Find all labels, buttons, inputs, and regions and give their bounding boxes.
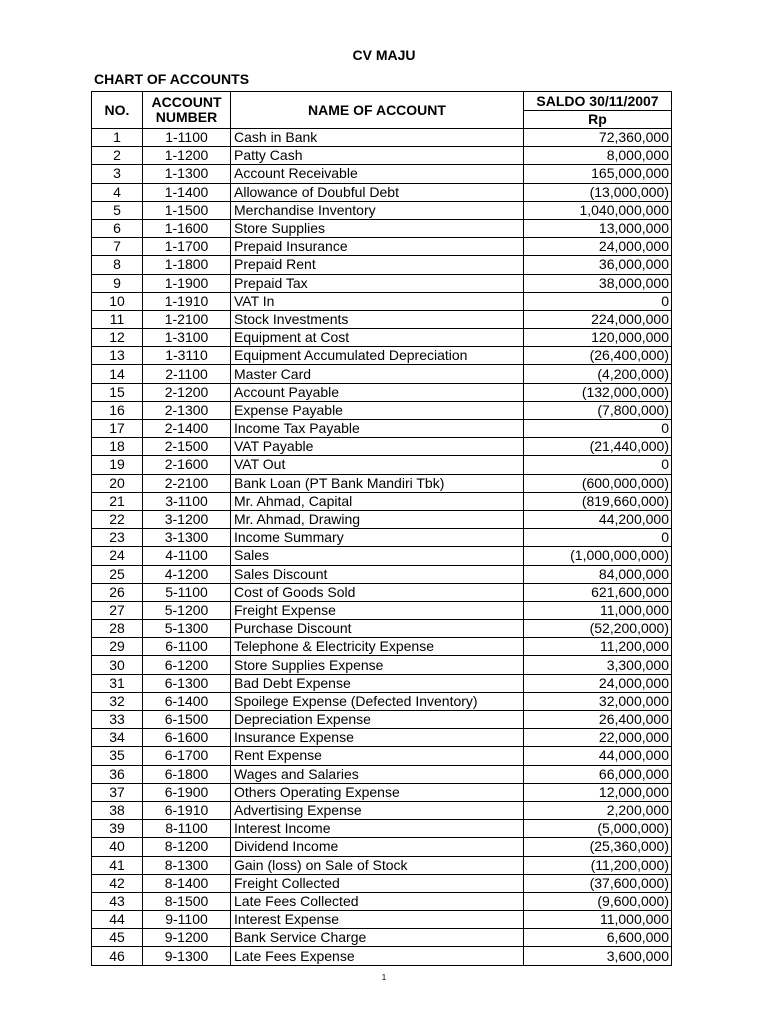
cell-account-number: 8-1400 xyxy=(143,874,231,892)
cell-account-name: VAT Out xyxy=(231,456,524,474)
cell-account-number: 2-1200 xyxy=(143,383,231,401)
cell-balance: 3,600,000 xyxy=(524,947,672,965)
cell-balance: 11,200,000 xyxy=(524,638,672,656)
cell-account-number: 1-1500 xyxy=(143,201,231,219)
table-row xyxy=(92,929,672,947)
cell-balance: (132,000,000) xyxy=(524,383,672,401)
cell-no: 23 xyxy=(92,529,143,547)
table-row xyxy=(92,129,672,147)
company-name: CV MAJU xyxy=(352,47,416,63)
cell-account-number: 8-1100 xyxy=(143,820,231,838)
cell-balance: (26,400,000) xyxy=(524,347,672,365)
table-row xyxy=(92,947,672,965)
cell-no: 37 xyxy=(92,783,143,801)
table-row xyxy=(92,219,672,237)
table-row xyxy=(92,656,672,674)
cell-balance: (25,360,000) xyxy=(524,838,672,856)
cell-account-name: Advertising Expense xyxy=(231,801,524,819)
cell-account-number: 1-1700 xyxy=(143,238,231,256)
cell-account-name: Sales xyxy=(231,547,524,565)
cell-account-number: 1-3100 xyxy=(143,329,231,347)
cell-account-number: 6-1400 xyxy=(143,692,231,710)
cell-account-number: 1-1600 xyxy=(143,219,231,237)
cell-no: 24 xyxy=(92,547,143,565)
cell-no: 33 xyxy=(92,711,143,729)
cell-account-number: 6-1900 xyxy=(143,783,231,801)
cell-balance: 32,000,000 xyxy=(524,692,672,710)
cell-account-name: VAT Payable xyxy=(231,438,524,456)
cell-balance: 8,000,000 xyxy=(524,147,672,165)
header-currency: Rp xyxy=(524,111,672,129)
cell-no: 30 xyxy=(92,656,143,674)
cell-account-name: Store Supplies Expense xyxy=(231,656,524,674)
cell-account-number: 9-1100 xyxy=(143,911,231,929)
cell-balance: 13,000,000 xyxy=(524,219,672,237)
cell-account-number: 1-1900 xyxy=(143,274,231,292)
table-row xyxy=(92,492,672,510)
cell-no: 5 xyxy=(92,201,143,219)
cell-no: 20 xyxy=(92,474,143,492)
table-row xyxy=(92,674,672,692)
cell-account-name: Equipment at Cost xyxy=(231,329,524,347)
table-row xyxy=(92,856,672,874)
cell-no: 21 xyxy=(92,492,143,510)
cell-balance: 84,000,000 xyxy=(524,565,672,583)
cell-account-number: 9-1300 xyxy=(143,947,231,965)
cell-account-name: Late Fees Collected xyxy=(231,892,524,910)
cell-balance: 165,000,000 xyxy=(524,165,672,183)
cell-account-name: Prepaid Rent xyxy=(231,256,524,274)
cell-no: 1 xyxy=(92,129,143,147)
cell-balance: 44,200,000 xyxy=(524,510,672,528)
cell-account-name: Late Fees Expense xyxy=(231,947,524,965)
cell-balance: 11,000,000 xyxy=(524,911,672,929)
cell-account-number: 8-1200 xyxy=(143,838,231,856)
cell-no: 35 xyxy=(92,747,143,765)
cell-no: 41 xyxy=(92,856,143,874)
cell-no: 40 xyxy=(92,838,143,856)
table-row xyxy=(92,401,672,419)
cell-account-name: Patty Cash xyxy=(231,147,524,165)
cell-balance: (819,660,000) xyxy=(524,492,672,510)
chart-of-accounts-table xyxy=(91,91,672,966)
cell-account-number: 4-1200 xyxy=(143,565,231,583)
cell-balance: (1,000,000,000) xyxy=(524,547,672,565)
cell-account-number: 2-1100 xyxy=(143,365,231,383)
cell-account-name: Interest Expense xyxy=(231,911,524,929)
cell-balance: 36,000,000 xyxy=(524,256,672,274)
cell-account-number: 3-1100 xyxy=(143,492,231,510)
cell-account-number: 6-1300 xyxy=(143,674,231,692)
cell-balance: (11,200,000) xyxy=(524,856,672,874)
cell-balance: 1,040,000,000 xyxy=(524,201,672,219)
cell-balance: 621,600,000 xyxy=(524,583,672,601)
table-row xyxy=(92,747,672,765)
cell-balance: 24,000,000 xyxy=(524,238,672,256)
cell-no: 6 xyxy=(92,219,143,237)
table-row xyxy=(92,583,672,601)
cell-balance: 6,600,000 xyxy=(524,929,672,947)
cell-account-name: Account Payable xyxy=(231,383,524,401)
cell-account-number: 8-1500 xyxy=(143,892,231,910)
cell-balance: (37,600,000) xyxy=(524,874,672,892)
table-row xyxy=(92,692,672,710)
cell-account-number: 6-1200 xyxy=(143,656,231,674)
cell-account-number: 5-1100 xyxy=(143,583,231,601)
cell-no: 3 xyxy=(92,165,143,183)
cell-account-number: 2-1600 xyxy=(143,456,231,474)
header-no: NO. xyxy=(92,92,143,129)
cell-no: 22 xyxy=(92,510,143,528)
table-row xyxy=(92,601,672,619)
table-row xyxy=(92,638,672,656)
table-row xyxy=(92,565,672,583)
header-account-number xyxy=(143,92,231,129)
table-row xyxy=(92,438,672,456)
cell-no: 12 xyxy=(92,329,143,347)
cell-account-number: 2-1400 xyxy=(143,420,231,438)
cell-balance: 44,000,000 xyxy=(524,747,672,765)
cell-account-number: 6-1100 xyxy=(143,638,231,656)
cell-account-number: 1-1400 xyxy=(143,183,231,201)
cell-balance: (9,600,000) xyxy=(524,892,672,910)
header-account-number-line1: ACCOUNT xyxy=(151,94,222,110)
cell-account-name: Sales Discount xyxy=(231,565,524,583)
cell-account-name: Freight Expense xyxy=(231,601,524,619)
cell-no: 2 xyxy=(92,147,143,165)
cell-no: 25 xyxy=(92,565,143,583)
table-row xyxy=(92,820,672,838)
cell-balance: (21,440,000) xyxy=(524,438,672,456)
table-row xyxy=(92,547,672,565)
cell-no: 4 xyxy=(92,183,143,201)
table-body xyxy=(92,129,672,966)
cell-account-number: 6-1700 xyxy=(143,747,231,765)
cell-account-number: 1-1100 xyxy=(143,129,231,147)
document-title: CHART OF ACCOUNTS xyxy=(94,71,250,87)
cell-no: 29 xyxy=(92,638,143,656)
cell-no: 19 xyxy=(92,456,143,474)
cell-account-name: Cost of Goods Sold xyxy=(231,583,524,601)
cell-no: 18 xyxy=(92,438,143,456)
cell-no: 26 xyxy=(92,583,143,601)
cell-account-name: Account Receivable xyxy=(231,165,524,183)
cell-account-name: Income Tax Payable xyxy=(231,420,524,438)
cell-account-name: Expense Payable xyxy=(231,401,524,419)
cell-no: 34 xyxy=(92,729,143,747)
cell-account-number: 2-2100 xyxy=(143,474,231,492)
cell-balance: (5,000,000) xyxy=(524,820,672,838)
cell-no: 31 xyxy=(92,674,143,692)
cell-account-name: Freight Collected xyxy=(231,874,524,892)
header-account-name: NAME OF ACCOUNT xyxy=(231,92,524,129)
cell-balance: 66,000,000 xyxy=(524,765,672,783)
cell-no: 9 xyxy=(92,274,143,292)
cell-balance: 0 xyxy=(524,420,672,438)
table-row xyxy=(92,274,672,292)
cell-account-number: 5-1200 xyxy=(143,601,231,619)
cell-account-number: 8-1300 xyxy=(143,856,231,874)
table-row xyxy=(92,292,672,310)
cell-account-name: Interest Income xyxy=(231,820,524,838)
cell-account-number: 4-1100 xyxy=(143,547,231,565)
table-row xyxy=(92,474,672,492)
cell-no: 16 xyxy=(92,401,143,419)
cell-account-number: 6-1600 xyxy=(143,729,231,747)
cell-balance: (7,800,000) xyxy=(524,401,672,419)
cell-no: 15 xyxy=(92,383,143,401)
cell-balance: 26,400,000 xyxy=(524,711,672,729)
cell-balance: 3,300,000 xyxy=(524,656,672,674)
cell-balance: 38,000,000 xyxy=(524,274,672,292)
table-header xyxy=(92,92,672,129)
cell-account-name: Income Summary xyxy=(231,529,524,547)
cell-account-name: Rent Expense xyxy=(231,747,524,765)
cell-no: 13 xyxy=(92,347,143,365)
table-row xyxy=(92,801,672,819)
table-row xyxy=(92,765,672,783)
cell-account-name: Others Operating Expense xyxy=(231,783,524,801)
cell-balance: (4,200,000) xyxy=(524,365,672,383)
cell-no: 46 xyxy=(92,947,143,965)
cell-no: 38 xyxy=(92,801,143,819)
cell-account-number: 3-1200 xyxy=(143,510,231,528)
cell-account-name: Store Supplies xyxy=(231,219,524,237)
cell-no: 42 xyxy=(92,874,143,892)
cell-account-name: Mr. Ahmad, Drawing xyxy=(231,510,524,528)
cell-no: 36 xyxy=(92,765,143,783)
cell-no: 32 xyxy=(92,692,143,710)
cell-account-number: 1-1200 xyxy=(143,147,231,165)
table-row xyxy=(92,365,672,383)
header-account-number-line2: NUMBER xyxy=(155,109,218,125)
table-row xyxy=(92,529,672,547)
table-row xyxy=(92,729,672,747)
table-row xyxy=(92,329,672,347)
table-row xyxy=(92,201,672,219)
cell-balance: 120,000,000 xyxy=(524,329,672,347)
cell-account-name: Depreciation Expense xyxy=(231,711,524,729)
cell-no: 45 xyxy=(92,929,143,947)
cell-balance: (600,000,000) xyxy=(524,474,672,492)
cell-account-name: Spoilege Expense (Defected Inventory) xyxy=(231,692,524,710)
table-row xyxy=(92,620,672,638)
table-row xyxy=(92,165,672,183)
cell-balance: (52,200,000) xyxy=(524,620,672,638)
cell-no: 39 xyxy=(92,820,143,838)
cell-account-name: Gain (loss) on Sale of Stock xyxy=(231,856,524,874)
cell-account-number: 2-1500 xyxy=(143,438,231,456)
cell-account-number: 6-1910 xyxy=(143,801,231,819)
table-row xyxy=(92,147,672,165)
cell-balance: 224,000,000 xyxy=(524,310,672,328)
cell-balance: 2,200,000 xyxy=(524,801,672,819)
table-row xyxy=(92,383,672,401)
cell-balance: 0 xyxy=(524,292,672,310)
cell-no: 11 xyxy=(92,310,143,328)
cell-account-name: Bad Debt Expense xyxy=(231,674,524,692)
table-row xyxy=(92,347,672,365)
cell-account-number: 6-1800 xyxy=(143,765,231,783)
cell-account-name: Telephone & Electricity Expense xyxy=(231,638,524,656)
cell-account-name: Master Card xyxy=(231,365,524,383)
cell-account-name: Merchandise Inventory xyxy=(231,201,524,219)
cell-account-name: Cash in Bank xyxy=(231,129,524,147)
table-row xyxy=(92,874,672,892)
cell-account-name: Wages and Salaries xyxy=(231,765,524,783)
table-row xyxy=(92,420,672,438)
cell-no: 14 xyxy=(92,365,143,383)
header-balance: SALDO 30/11/2007 xyxy=(524,92,672,111)
cell-account-number: 1-2100 xyxy=(143,310,231,328)
cell-account-name: Bank Loan (PT Bank Mandiri Tbk) xyxy=(231,474,524,492)
cell-account-name: Allowance of Doubful Debt xyxy=(231,183,524,201)
cell-account-number: 2-1300 xyxy=(143,401,231,419)
cell-account-name: Purchase Discount xyxy=(231,620,524,638)
table-row xyxy=(92,711,672,729)
cell-no: 28 xyxy=(92,620,143,638)
cell-account-name: Prepaid Insurance xyxy=(231,238,524,256)
cell-balance: 0 xyxy=(524,456,672,474)
cell-balance: (13,000,000) xyxy=(524,183,672,201)
cell-no: 8 xyxy=(92,256,143,274)
table-row xyxy=(92,183,672,201)
table-row xyxy=(92,256,672,274)
cell-balance: 24,000,000 xyxy=(524,674,672,692)
cell-account-name: Insurance Expense xyxy=(231,729,524,747)
table-row xyxy=(92,456,672,474)
cell-balance: 72,360,000 xyxy=(524,129,672,147)
cell-no: 17 xyxy=(92,420,143,438)
cell-no: 44 xyxy=(92,911,143,929)
cell-account-number: 6-1500 xyxy=(143,711,231,729)
table-row xyxy=(92,838,672,856)
cell-account-number: 5-1300 xyxy=(143,620,231,638)
cell-account-number: 1-1910 xyxy=(143,292,231,310)
cell-account-name: Bank Service Charge xyxy=(231,929,524,947)
cell-account-name: Stock Investments xyxy=(231,310,524,328)
cell-balance: 22,000,000 xyxy=(524,729,672,747)
cell-balance: 12,000,000 xyxy=(524,783,672,801)
page-number: 1 xyxy=(381,973,387,982)
cell-account-name: Prepaid Tax xyxy=(231,274,524,292)
cell-account-name: Dividend Income xyxy=(231,838,524,856)
cell-account-number: 3-1300 xyxy=(143,529,231,547)
cell-balance: 0 xyxy=(524,529,672,547)
cell-account-name: Mr. Ahmad, Capital xyxy=(231,492,524,510)
cell-account-number: 1-3110 xyxy=(143,347,231,365)
table-row xyxy=(92,510,672,528)
cell-account-name: Equipment Accumulated Depreciation xyxy=(231,347,524,365)
table-row xyxy=(92,911,672,929)
table-row xyxy=(92,238,672,256)
cell-balance: 11,000,000 xyxy=(524,601,672,619)
cell-account-number: 1-1800 xyxy=(143,256,231,274)
table-row xyxy=(92,310,672,328)
cell-account-number: 9-1200 xyxy=(143,929,231,947)
table-row xyxy=(92,783,672,801)
cell-account-name: VAT In xyxy=(231,292,524,310)
cell-no: 10 xyxy=(92,292,143,310)
cell-account-number: 1-1300 xyxy=(143,165,231,183)
cell-no: 7 xyxy=(92,238,143,256)
cell-no: 27 xyxy=(92,601,143,619)
cell-no: 43 xyxy=(92,892,143,910)
table-row xyxy=(92,892,672,910)
